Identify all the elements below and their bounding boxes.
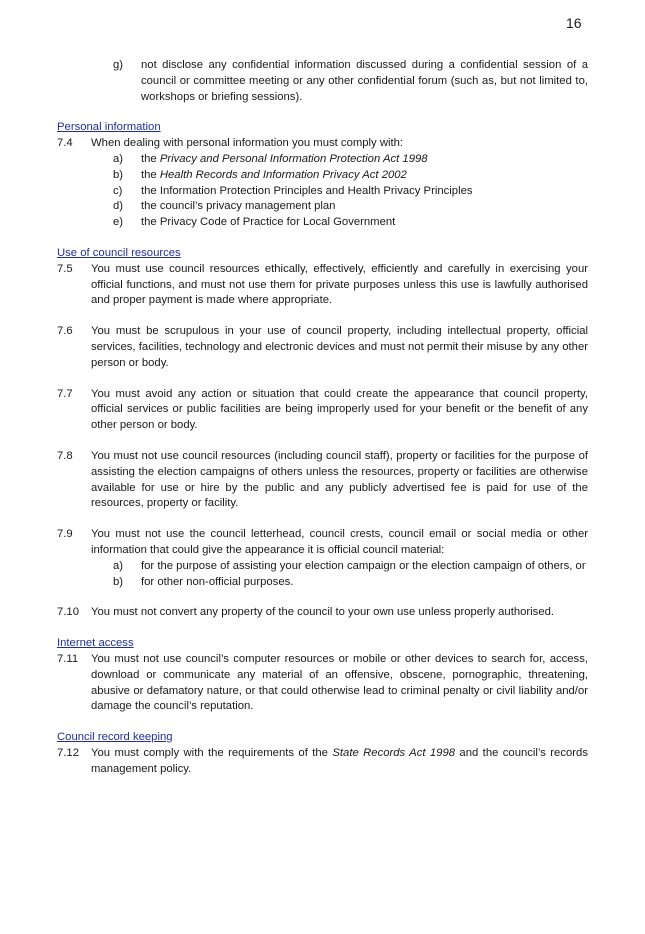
- clause-text: You must not use the council letterhead, council crests, council email or social media or other information that could give the appearance it is official council material:: [91, 528, 588, 556]
- section-heading-personal-information: Personal information: [57, 121, 161, 134]
- clause-text: You must use council resources ethically, effectively, efficiently and carefully in exercising your official functions, and must not use them for private purposes unless this use is lawfully authorised and proper payment is made where appropriate.: [91, 262, 588, 307]
- list-text: not disclose any confidential information discussed during a confidential session of a council or committee meeting or any other confidential forum (such as, but not limited to, workshops or briefing sessions).: [141, 59, 588, 103]
- clause-number: 7.10: [57, 606, 79, 619]
- list-item: [109, 152, 588, 168]
- clause-7-11: [57, 652, 588, 715]
- list-letter: c): [113, 184, 123, 197]
- list-text-prefix: the: [141, 152, 160, 165]
- clause-text: [91, 746, 588, 778]
- list-letter: a): [113, 559, 124, 572]
- clause-text: You must not convert any property of the council to your own use unless properly authorised.: [91, 606, 555, 619]
- continued-list: [109, 58, 588, 105]
- clause-7-10: [57, 605, 588, 621]
- list-text: [141, 168, 588, 184]
- clause-text: You must not use council’s computer resources or mobile or other devices to search for, access, download or communicate any material of an offensive, obscene, pornographic, threatening, abusive or defamatory nature, or that could otherwise lead to criminal penalty or civil liability and/or damage the council’s reputation.: [91, 652, 588, 713]
- clause-text-prefix: You must comply with the requirements of the: [91, 746, 333, 759]
- clause-7-4-list: [109, 152, 588, 231]
- clause-text: You must not use council resources (including council staff), property or facilities for the purpose of assisting the election campaigns of others unless the resources, property or facilities are otherwise available for use or hire by the public and any publicly advertised fee is paid for use of the resources, property or facility.: [91, 449, 588, 510]
- list-letter: a): [113, 152, 124, 165]
- page-number: 16: [566, 15, 582, 31]
- list-letter: b): [113, 575, 124, 588]
- clause-number: 7.8: [57, 449, 73, 462]
- clause-7-9: [57, 527, 588, 559]
- list-letter: b): [113, 168, 124, 181]
- clause-number: 7.9: [57, 528, 73, 541]
- clause-text: When dealing with personal information you must comply with:: [91, 137, 404, 150]
- section-heading-internet-access: Internet access: [57, 637, 134, 650]
- list-item: [109, 215, 588, 231]
- list-item: [109, 559, 588, 575]
- clause-number: 7.5: [57, 262, 73, 275]
- list-item: [109, 575, 588, 591]
- list-text: [141, 152, 588, 168]
- list-item: [109, 184, 588, 200]
- clause-number: 7.11: [57, 652, 79, 665]
- list-letter: e): [113, 216, 124, 229]
- clause-number: 7.6: [57, 325, 73, 338]
- clause-text: You must avoid any action or situation that could create the appearance that council property, official services or public facilities are being improperly used for your benefit or the benefit of any other person or body.: [91, 387, 588, 432]
- list-item: [109, 168, 588, 184]
- clause-7-8: [57, 449, 588, 512]
- act-title: Privacy and Personal Information Protection Act 1998: [159, 152, 428, 165]
- list-text: for the purpose of assisting your election campaign or the election campaign of others, or: [141, 559, 586, 572]
- list-text: for other non-official purposes.: [141, 575, 294, 588]
- document-body: [57, 58, 588, 777]
- list-letter: g): [113, 59, 124, 71]
- clause-text-suffix: and the council’s records management policy.: [91, 746, 588, 775]
- act-title: State Records Act 1998: [332, 746, 456, 759]
- list-text: the council’s privacy management plan: [141, 200, 336, 213]
- list-text-prefix: the: [141, 168, 160, 181]
- clause-7-5: [57, 262, 588, 309]
- clause-number: 7.4: [57, 137, 73, 150]
- clause-text: You must be scrupulous in your use of council property, including intellectual property, official services, facilities, technology and electronic devices and must not permit their misuse by any other person or body.: [91, 325, 588, 369]
- section-heading-council-resources: Use of council resources: [57, 246, 181, 259]
- clause-7-7: [57, 387, 588, 434]
- clause-7-4: [57, 136, 588, 152]
- clause-number: 7.12: [57, 746, 79, 759]
- clause-7-6: [57, 324, 588, 371]
- clause-7-9-list: [109, 559, 588, 591]
- list-item: [109, 58, 588, 105]
- list-text: the Privacy Code of Practice for Local Government: [141, 216, 396, 229]
- act-title: Health Records and Information Privacy Act 2002: [159, 168, 407, 181]
- list-letter: d): [113, 200, 124, 213]
- list-text: the Information Protection Principles and Health Privacy Principles: [141, 184, 473, 197]
- list-item: [109, 199, 588, 215]
- clause-7-12: [57, 746, 588, 778]
- section-heading-council-record-keeping: Council record keeping: [57, 731, 173, 744]
- clause-number: 7.7: [57, 387, 73, 400]
